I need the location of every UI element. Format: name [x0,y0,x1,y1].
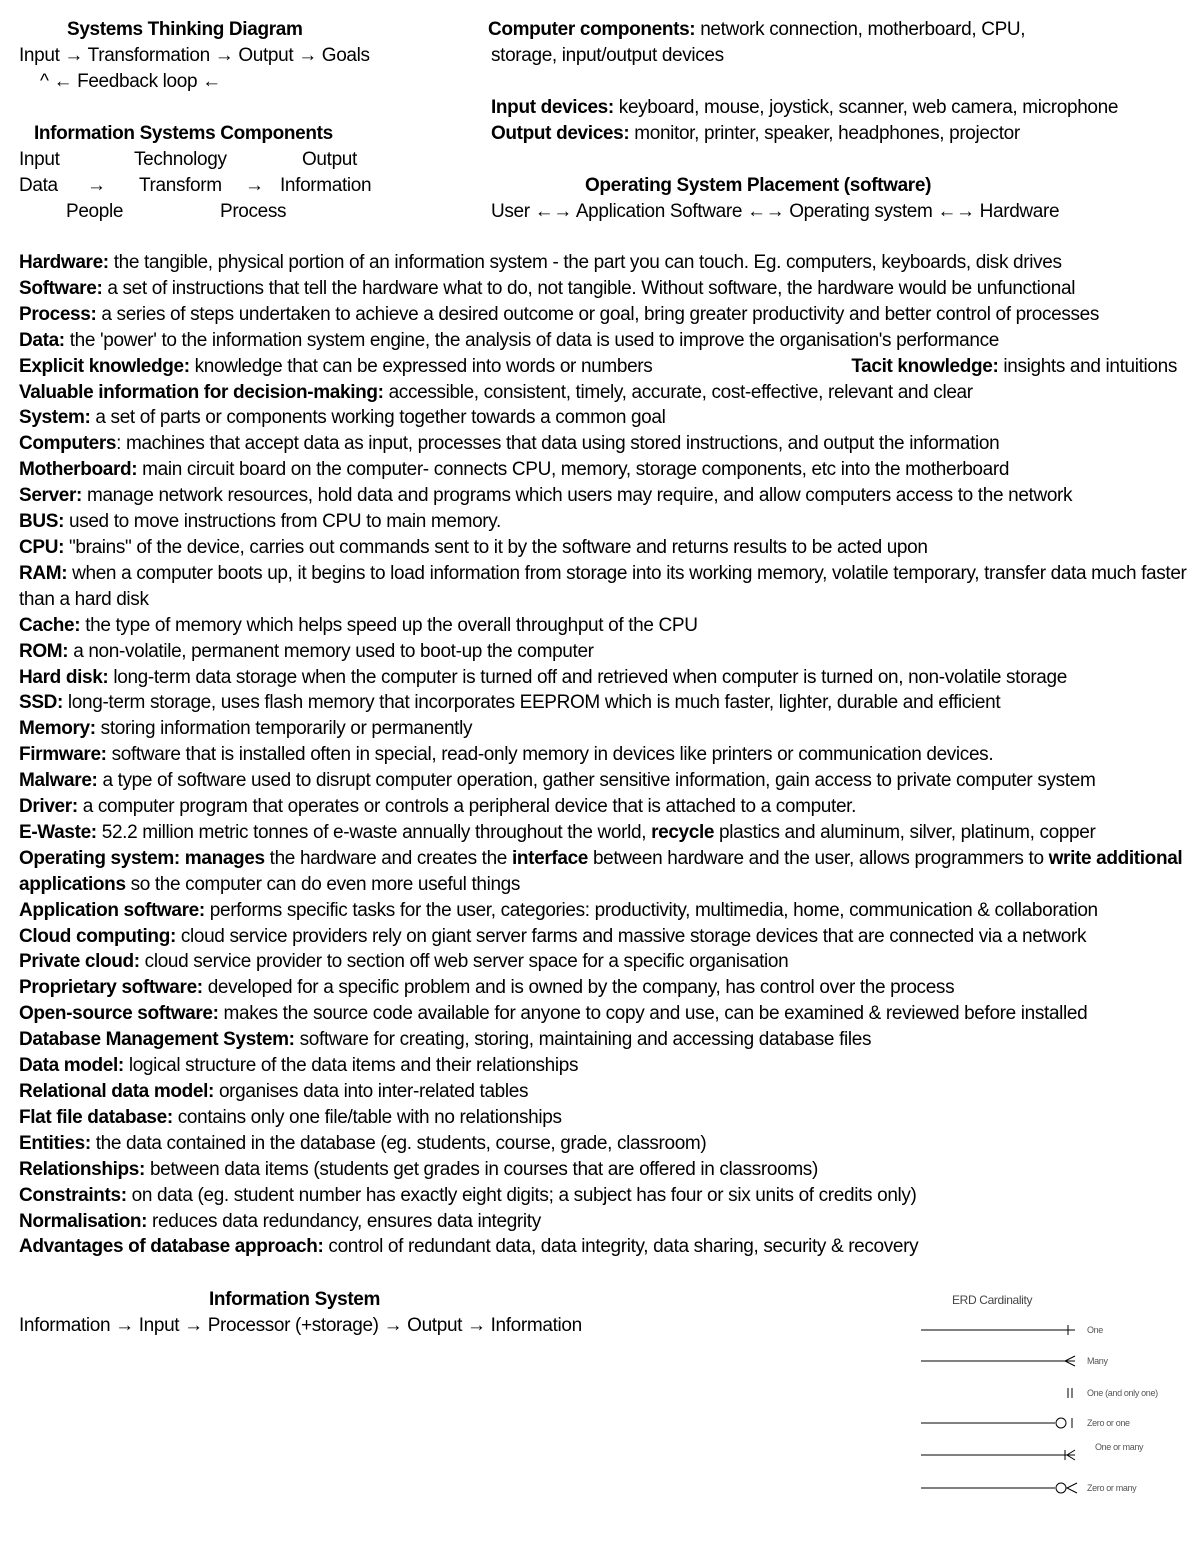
glossary-item-hardware: Hardware: the tangible, physical portion of an information system - the part you can touch. Eg. computers, keyboards, disk drives [19,252,1062,273]
is-component-people: People [66,201,124,222]
glossary-item-private-cloud: Private cloud: cloud service provider to section off web server space for a specific organisation [19,951,789,973]
erd-label-one-only: One (and only one) [1087,1388,1158,1398]
glossary-item-advantages-of-database-approach: Advantages of database approach: control of redundant data, data integrity, data sharing, security & recovery [19,1236,919,1258]
os-placement-line: User ←→ Application Software ←→ Operating system ←→ Hardware [491,201,1060,222]
erd-label-one: One [1087,1325,1103,1335]
computer-components: Computer components: network connection, motherboard, CPU, [488,19,1026,40]
erd-title: ERD Cardinality [952,1293,1033,1307]
input-devices: Input devices: keyboard, mouse, joystick, scanner, web camera, microphone [491,97,1119,118]
output-devices: Output devices: monitor, printer, speaker, headphones, projector [491,123,1020,144]
glossary-item-constraints: Constraints: on data (eg. student number has exactly eight digits; a subject has four or six units of credits only) [19,1184,917,1206]
glossary-item-cloud-computing: Cloud computing: cloud service providers rely on giant server farms and massive storage devices that are connected via a network [19,925,1087,947]
glossary-item-memory: Memory: storing information temporarily or permanently [19,718,473,740]
is-arrow-1: → [87,175,106,196]
systems-thinking-title: Systems Thinking Diagram [67,19,303,40]
is-component-process: Process [220,201,287,222]
info-system-title: Information System [209,1289,381,1310]
is-arrow-2: → [245,175,264,196]
glossary-item-entities: Entities: the data contained in the database (eg. students, course, grade, classroom) [19,1132,707,1154]
is-component-input: Input [19,149,60,170]
glossary-item-database-management-system: Database Management System: software for creating, storing, maintaining and accessing database files [19,1029,872,1051]
glossary-item-driver: Driver: a computer program that operates or controls a peripheral device that is attached to a computer. [19,796,857,818]
is-component-transform: Transform [139,175,222,196]
computer-components-cont: storage, input/output devices [491,45,724,66]
erd-label-many: Many [1087,1356,1108,1366]
glossary-item-relationships: Relationships: between data items (students get grades in courses that are offered in classrooms) [19,1158,818,1180]
glossary-item-explicit-knowledge: Explicit knowledge: knowledge that can be expressed into words or numbers Tacit knowledge: insights and intuitions [19,355,1177,377]
glossary-item-valuable-information-for-decision-making: Valuable information for decision-making: accessible, consistent, timely, accurate, cost-effective, relevant and clear [19,381,973,403]
erd-circle-zero-many [1056,1483,1066,1493]
is-component-data: Data [19,175,58,196]
glossary-item-data-model: Data model: logical structure of the data items and their relationships [19,1055,579,1077]
glossary-item-malware: Malware: a type of software used to disrupt computer operation, gather sensitive information, gain access to private computer system [19,770,1096,792]
is-component-output: Output [302,149,357,170]
glossary-item-software: Software: a set of instructions that tell the hardware what to do, not tangible. Without software, the hardware would be unfunctional [19,277,1076,299]
info-system-line: Information → Input → Processor (+storage) → Output → Information [19,1315,582,1336]
glossary-item-data: Data: the 'power' to the information system engine, the analysis of data is used to improve the organisation's performance [19,329,999,351]
glossary-item-relational-data-model: Relational data model: organises data into inter-related tables [19,1081,529,1102]
is-component-technology: Technology [134,149,227,170]
glossary [19,250,1189,1260]
glossary-item-process: Process: a series of steps undertaken to achieve a desired outcome or goal, bring greater productivity and better control of processes [19,303,1100,325]
erd-crowfoot-zero-many [1067,1483,1077,1493]
glossary-item-server: Server: manage network resources, hold data and programs which users may require, and allow computers access to the network [19,485,1073,507]
glossary-item-bus: BUS: used to move instructions from CPU to main memory. [19,511,501,533]
glossary-item-ewaste: E-Waste: 52.2 million metric tonnes of e-waste annually throughout the world, recycle plastics and aluminum, silver, platinum, copper [19,821,1096,843]
systems-thinking-line: Input → Transformation → Output → Goals [19,45,370,66]
glossary-item-firmware: Firmware: software that is installed often in special, read-only memory in devices like printers or communication devices. [19,744,994,766]
glossary-item-ram: RAM: when a computer boots up, it begins to load information from storage into its working memory, volatile temporary, transfer data much faster than a hard disk [19,562,1187,610]
glossary-item-normalisation: Normalisation: reduces data redundancy, ensures data integrity [19,1210,541,1232]
glossary-item-system: System: a set of parts or components working together towards a common goal [19,407,666,429]
is-component-information: Information [280,175,372,196]
glossary-item-ssd: SSD: long-term storage, uses flash memory that incorporates EEPROM which is much faster, lighter, durable and efficient [19,692,1001,714]
erd-circle-zero-one [1056,1418,1066,1428]
glossary-item-computers: Computers: machines that accept data as input, processes that data using stored instructions, and output the information [19,433,1000,455]
erd-label-zero-many: Zero or many [1087,1483,1137,1493]
feedback-loop-line: ^ ← Feedback loop ← [40,71,221,92]
erd-label-one-many: One or many [1095,1442,1144,1452]
erd-label-zero-one: Zero or one [1087,1418,1130,1428]
glossary-item-cache: Cache: the type of memory which helps speed up the overall throughput of the CPU [19,614,698,636]
erd-cardinality-diagram [915,1290,1185,1510]
glossary-item-motherboard: Motherboard: main circuit board on the computer- connects CPU, memory, storage components, etc into the motherboard [19,459,1010,481]
glossary-item-rom: ROM: a non-volatile, permanent memory used to boot-up the computer [19,640,594,662]
os-placement-title: Operating System Placement (software) [585,175,932,196]
glossary-item-operating-system: Operating system: manages the hardware and creates the interface between hardware and the user, allows programmers to write additional applications so the computer can do even more useful things [19,847,1183,895]
is-components-title: Information Systems Components [34,123,333,144]
glossary-item-application-software: Application software: performs specific tasks for the user, categories: productivity, multimedia, home, communication & collaboration [19,899,1098,921]
glossary-item-open-source-software: Open-source software: makes the source code available for anyone to copy and use, can be examined & reviewed before installed [19,1003,1088,1025]
glossary-item-proprietary-software: Proprietary software: developed for a specific problem and is owned by the company, has control over the process [19,977,955,999]
glossary-item-hard-disk: Hard disk: long-term data storage when the computer is turned off and retrieved when computer is turned on, non-volatile storage [19,666,1067,688]
glossary-item-flat-file-database: Flat file database: contains only one file/table with no relationships [19,1106,562,1128]
glossary-item-cpu: CPU: "brains" of the device, carries out commands sent to it by the software and returns results to be acted upon [19,536,928,558]
